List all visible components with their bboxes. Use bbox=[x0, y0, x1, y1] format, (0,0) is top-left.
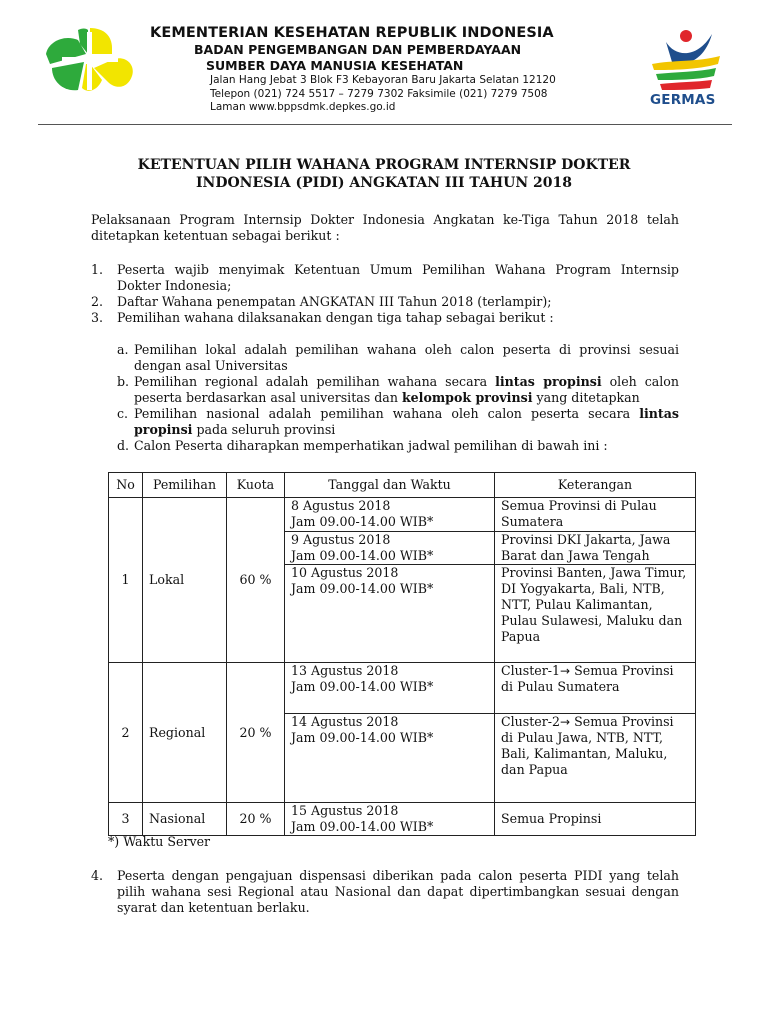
schedule-date: 8 Agustus 2018 bbox=[291, 498, 391, 513]
sublist-text: pada seluruh provinsi bbox=[192, 422, 336, 437]
table-row bbox=[109, 663, 696, 714]
list-item bbox=[91, 262, 679, 294]
kemenkes-logo-icon bbox=[42, 24, 138, 96]
header-divider bbox=[38, 124, 732, 125]
cluster-label: Cluster-1 bbox=[501, 663, 561, 678]
cell-tanggal bbox=[285, 532, 495, 565]
cell-kuota: 20 % bbox=[227, 663, 285, 803]
sublist-letter: c. bbox=[117, 406, 129, 421]
title-line-2: INDONESIA (PIDI) ANGKATAN III TAHUN 2018 bbox=[195, 175, 573, 191]
bold-term: lintas propinsi bbox=[495, 374, 602, 389]
cluster-description: Semua Provinsi di Pulau Jawa, NTB, NTT, Bali, Kalimantan, Maluku, dan Papua bbox=[501, 714, 674, 777]
header-no: No bbox=[109, 473, 143, 498]
list-item bbox=[91, 310, 679, 326]
sublist-text: Pemilihan nasional adalah pemilihan wahana oleh calon peserta secara bbox=[134, 406, 640, 421]
table-row bbox=[109, 803, 696, 836]
arrow-right-icon: → bbox=[560, 715, 571, 729]
schedule-date: 9 Agustus 2018 bbox=[291, 532, 391, 547]
cell-keterangan bbox=[495, 714, 696, 803]
cell-tanggal bbox=[285, 803, 495, 836]
cell-tanggal bbox=[285, 663, 495, 714]
table-header-row bbox=[109, 473, 696, 498]
sublist-letter: a. bbox=[117, 342, 129, 357]
list-item bbox=[91, 294, 679, 310]
sublist-text: yang ditetapkan bbox=[532, 390, 640, 405]
cell-keterangan bbox=[495, 663, 696, 714]
schedule-date: 13 Agustus 2018 bbox=[291, 663, 399, 678]
sublist-text: oleh calon peserta berdasarkan asal universitas dan bbox=[134, 374, 679, 405]
website: Laman www.bppsdmk.depkes.go.id bbox=[210, 101, 396, 113]
schedule-time: Jam 09.00-14.00 WIB* bbox=[291, 514, 434, 529]
cell-keterangan: Semua Propinsi bbox=[495, 803, 696, 836]
sublist-text: Pemilihan lokal adalah pemilihan wahana oleh calon peserta di provinsi sesuai dengan asal Universitas bbox=[134, 342, 679, 373]
list-item-text: Pemilihan wahana dilaksanakan dengan tiga tahap sebagai berikut : bbox=[117, 310, 554, 325]
list-item-4 bbox=[91, 868, 679, 916]
address: Jalan Hang Jebat 3 Blok F3 Kebayoran Baru Jakarta Selatan 12120 bbox=[210, 74, 556, 86]
schedule-table bbox=[108, 472, 696, 836]
intro-paragraph: Pelaksanaan Program Internsip Dokter Indonesia Angkatan ke-Tiga Tahun 2018 telah ditetapkan ketentuan sebagai berikut : bbox=[91, 212, 679, 243]
list-number: 3. bbox=[91, 310, 104, 325]
table-row bbox=[109, 498, 696, 532]
germas-logo-icon bbox=[646, 28, 724, 92]
germas-label: GERMAS bbox=[650, 92, 716, 108]
cell-kuota: 20 % bbox=[227, 803, 285, 836]
list-item-text: Peserta wajib menyimak Ketentuan Umum Pemilihan Wahana Program Internsip Dokter Indonesia; bbox=[117, 262, 679, 293]
cell-keterangan: Provinsi Banten, Jawa Timur, DI Yogyakarta, Bali, NTB, NTT, Pulau Kalimantan, Pulau Sulawesi, Maluku dan Papua bbox=[495, 565, 696, 663]
bold-term: lintas propinsi bbox=[134, 406, 679, 437]
title-line-1: KETENTUAN PILIH WAHANA PROGRAM INTERNSIP DOKTER bbox=[137, 157, 631, 173]
sublist-letter: d. bbox=[117, 438, 130, 453]
list-item-text: Peserta dengan pengajuan dispensasi diberikan pada calon peserta PIDI yang telah pilih wahana sesi Regional atau Nasional dan dapat dipertimbangkan sesuai dengan syarat dan ketentuan berlaku. bbox=[117, 868, 679, 915]
sublist-item-b bbox=[117, 374, 679, 406]
cluster-label: Cluster-2 bbox=[501, 714, 561, 729]
sublist-item-c bbox=[117, 406, 679, 438]
sublist-letter: b. bbox=[117, 374, 130, 389]
list-item-text: Daftar Wahana penempatan ANGKATAN III Tahun 2018 (terlampir); bbox=[117, 294, 552, 309]
cell-keterangan: Semua Provinsi di Pulau Sumatera bbox=[495, 498, 696, 532]
schedule-time: Jam 09.00-14.00 WIB* bbox=[291, 548, 434, 563]
table-footnote: *) Waktu Server bbox=[108, 834, 211, 849]
letterhead bbox=[150, 24, 630, 115]
schedule-date: 10 Agustus 2018 bbox=[291, 565, 399, 580]
list-number: 1. bbox=[91, 262, 104, 277]
schedule-date: 14 Agustus 2018 bbox=[291, 714, 399, 729]
sublist-item-a bbox=[117, 342, 679, 374]
list-number: 2. bbox=[91, 294, 104, 309]
agency-name-line1: BADAN PENGEMBANGAN DAN PEMBERDAYAAN bbox=[194, 42, 522, 57]
selection-stages-list bbox=[117, 342, 679, 454]
header-kuota: Kuota bbox=[227, 473, 285, 498]
cluster-description: Semua Provinsi di Pulau Sumatera bbox=[501, 663, 674, 694]
cell-no: 2 bbox=[109, 663, 143, 803]
cell-pemilihan: Lokal bbox=[143, 498, 227, 663]
provisions-list bbox=[91, 262, 679, 326]
cell-keterangan: Provinsi DKI Jakarta, Jawa Barat dan Jawa Tengah bbox=[495, 532, 696, 565]
bold-term: kelompok provinsi bbox=[401, 390, 533, 405]
header-pemilihan: Pemilihan bbox=[143, 473, 227, 498]
cell-no: 3 bbox=[109, 803, 143, 836]
cell-tanggal bbox=[285, 498, 495, 532]
cell-no: 1 bbox=[109, 498, 143, 663]
document-title bbox=[80, 156, 688, 192]
schedule-time: Jam 09.00-14.00 WIB* bbox=[291, 730, 434, 745]
cell-tanggal bbox=[285, 714, 495, 803]
arrow-right-icon: → bbox=[560, 664, 571, 678]
phone-fax: Telepon (021) 724 5517 – 7279 7302 Faksimile (021) 7279 7508 bbox=[210, 87, 548, 100]
schedule-date: 15 Agustus 2018 bbox=[291, 803, 399, 818]
cell-tanggal bbox=[285, 565, 495, 663]
cell-kuota: 60 % bbox=[227, 498, 285, 663]
list-item bbox=[91, 868, 679, 916]
cell-pemilihan: Nasional bbox=[143, 803, 227, 836]
cell-pemilihan: Regional bbox=[143, 663, 227, 803]
agency-name-line2: SUMBER DAYA MANUSIA KESEHATAN bbox=[206, 58, 464, 73]
sublist-item-d bbox=[117, 438, 679, 454]
ministry-name: KEMENTERIAN KESEHATAN REPUBLIK INDONESIA bbox=[150, 25, 554, 41]
schedule-time: Jam 09.00-14.00 WIB* bbox=[291, 581, 434, 596]
list-number: 4. bbox=[91, 868, 104, 883]
schedule-time: Jam 09.00-14.00 WIB* bbox=[291, 679, 434, 694]
header-keterangan: Keterangan bbox=[495, 473, 696, 498]
sublist-text: Pemilihan regional adalah pemilihan wahana secara bbox=[134, 374, 496, 389]
schedule-time: Jam 09.00-14.00 WIB* bbox=[291, 819, 434, 834]
sublist-text: Calon Peserta diharapkan memperhatikan jadwal pemilihan di bawah ini : bbox=[134, 438, 608, 453]
header-tanggal: Tanggal dan Waktu bbox=[285, 473, 495, 498]
